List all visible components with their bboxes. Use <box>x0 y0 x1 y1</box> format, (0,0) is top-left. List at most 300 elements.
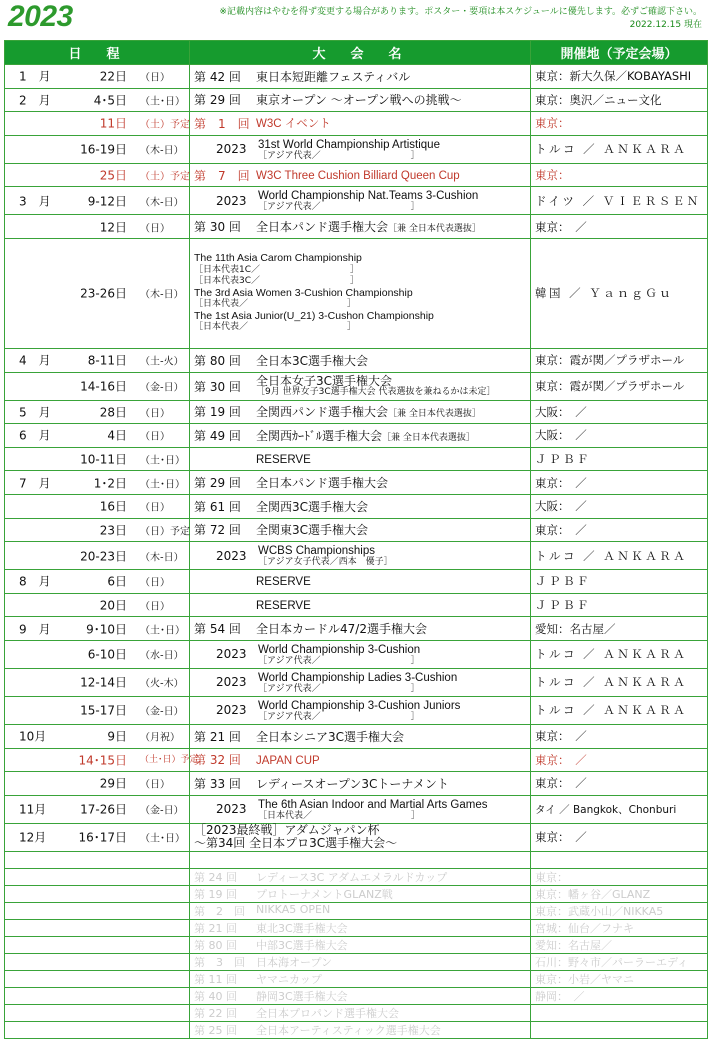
event-title: 全日本シニア3C選手権大会 <box>256 729 405 744</box>
event-title-box <box>258 189 478 212</box>
day-of-week: （木-日） <box>140 145 184 157</box>
event-name-cell <box>190 696 531 724</box>
edition-number: 2023 <box>216 142 247 157</box>
event-title-box <box>256 728 404 745</box>
event-title: World Championship 3-Cushion <box>258 643 421 656</box>
schedule-row <box>5 215 708 239</box>
venue-cell: 東京： ／ <box>531 823 708 851</box>
event-title-box <box>256 452 311 466</box>
inactive-venue-cell: 静岡： ／ <box>531 987 708 1004</box>
event-title: 中部3C選手権大会 <box>256 938 348 952</box>
event-name-cell <box>190 668 531 696</box>
venue-cell: 東京：新大久保／KOBAYASHI <box>531 65 708 89</box>
event-name-wrap <box>194 403 526 420</box>
event-name-wrap <box>194 474 526 491</box>
event-name-wrap <box>194 671 526 694</box>
event-date: 12日 <box>99 220 127 235</box>
empty-date-cell <box>5 919 190 936</box>
event-title: 全関西3C選手権大会 <box>256 499 369 514</box>
day-of-week: （火-木） <box>140 678 184 690</box>
edition-number: 第 7 回 <box>194 168 250 183</box>
event-name-wrap <box>194 167 526 184</box>
schedule-row <box>5 696 708 724</box>
day-of-week: （水-日） <box>140 650 184 662</box>
schedule-row <box>5 518 708 542</box>
schedule-row <box>5 542 708 570</box>
event-name-wrap <box>194 544 526 567</box>
day-of-week: （木-日） <box>140 289 184 301</box>
venue-cell: 東京： <box>531 163 708 187</box>
inactive-name-cell <box>190 970 531 987</box>
schedule-row <box>5 748 708 772</box>
edition-number: 2023 <box>216 647 247 662</box>
event-line: ［日本代表3C／ ］ <box>194 276 360 287</box>
venue-cell: 愛知：名古屋／ <box>531 617 708 641</box>
event-title: 全日本プロパンド選手権大会 <box>256 1006 399 1020</box>
edition-number: 第 30 回 <box>194 220 241 235</box>
empty-date-cell <box>5 987 190 1004</box>
event-name-wrap <box>194 574 526 588</box>
event-title: 全関西ｶｰﾄﾞﾙ選手権大会 <box>256 428 383 443</box>
date-cell <box>5 617 190 641</box>
event-title-box <box>256 115 331 131</box>
event-name-wrap <box>194 498 526 515</box>
event-title: 31st World Championship Artistique <box>258 138 440 151</box>
event-name-wrap <box>194 728 526 745</box>
date-cell <box>5 447 190 471</box>
event-date: 9-12日 <box>87 194 127 209</box>
venue-cell: 東京： ／ <box>531 772 708 796</box>
date-cell <box>5 593 190 617</box>
month: 3 月 <box>19 194 51 209</box>
event-name-wrap <box>194 751 526 768</box>
venue-cell: 東京： ／ <box>531 518 708 542</box>
event-date: 6日 <box>107 574 127 589</box>
event-date: 12-14日 <box>80 675 127 690</box>
edition-number: 第 49 回 <box>194 428 241 443</box>
day-of-week: （土･日） <box>140 625 185 637</box>
inactive-row <box>5 868 708 885</box>
event-name: ［2023最終戦］アダムジャパン杯 <box>194 823 380 838</box>
event-name-wrap <box>194 598 526 612</box>
event-date: 16日 <box>99 499 127 514</box>
inactive-row <box>5 953 708 970</box>
event-title: JAPAN CUP <box>256 754 320 767</box>
event-name-cell <box>190 640 531 668</box>
event-date: 8-11日 <box>87 353 127 368</box>
day-of-week: （日） <box>140 577 170 589</box>
date-cell <box>5 570 190 594</box>
event-title-box <box>256 218 481 235</box>
date-cell <box>5 400 190 424</box>
empty-date-cell <box>5 868 190 885</box>
event-title: 全日本アーティスティック選手権大会 <box>256 1023 441 1037</box>
schedule-row <box>5 823 708 851</box>
venue-cell: 大阪： ／ <box>531 494 708 518</box>
venue-cell: トルコ ／ ＡＮＫＡＲＡ <box>531 542 708 570</box>
edition-number: 第 33 回 <box>194 776 241 791</box>
event-name-wrap <box>194 138 526 161</box>
event-title: W3C Three Cushion Billiard Queen Cup <box>256 170 460 183</box>
event-name-wrap <box>194 798 526 821</box>
event-name-wrap <box>194 375 526 397</box>
event-title-box <box>256 375 495 397</box>
event-note: ［兼 全日本代表選抜］ <box>388 409 481 420</box>
event-name-cell <box>190 617 531 641</box>
event-title-box <box>258 699 460 722</box>
date-cell <box>5 187 190 215</box>
event-title: 全日本パンド選手権大会 <box>256 476 389 491</box>
inactive-name-wrap <box>194 869 526 885</box>
date-cell <box>5 471 190 495</box>
event-sub: ［アジア女子代表／西本 優子］ <box>258 557 393 568</box>
schedule-row <box>5 135 708 163</box>
venue-cell: トルコ ／ ＡＮＫＡＲＡ <box>531 640 708 668</box>
venue-cell: ＪＰＢＦ <box>531 570 708 594</box>
day-of-week: （月祝） <box>140 732 180 744</box>
day-of-week: （日） <box>140 601 170 613</box>
day-of-week: （土･日） <box>140 479 185 491</box>
event-line: ［日本代表／ ］ <box>194 299 357 310</box>
event-title: W3C イベント <box>256 118 331 131</box>
venue-cell: 東京： <box>531 112 708 136</box>
event-name-cell <box>190 494 531 518</box>
day-of-week: （金-日） <box>140 382 184 394</box>
venue-cell: タイ ／ Bangkok、Chonburi <box>531 795 708 823</box>
schedule-row <box>5 348 708 372</box>
day-of-week: （日） <box>140 408 170 420</box>
venue-cell: ドイツ ／ ＶＩＥＲＳＥＮ <box>531 187 708 215</box>
inactive-name-wrap <box>194 937 526 953</box>
date-cell <box>5 65 190 89</box>
edition-number: 第 40 回 <box>194 989 237 1003</box>
event-title-box <box>256 498 368 515</box>
schedule-table <box>4 40 708 1039</box>
month: 12月 <box>19 830 47 845</box>
venue-cell: 大阪： ／ <box>531 400 708 424</box>
date-cell <box>5 724 190 748</box>
month: 5 月 <box>19 405 51 420</box>
event-title: RESERVE <box>256 576 311 589</box>
venue-cell: 東京： ／ <box>531 471 708 495</box>
day-of-week: （木-日） <box>140 197 184 209</box>
inactive-name-wrap <box>194 971 526 987</box>
date-cell <box>5 748 199 772</box>
day-of-week: （日） <box>140 779 170 791</box>
inactive-row <box>5 902 708 919</box>
inactive-name-wrap <box>194 1005 526 1021</box>
venue-cell: 大阪： ／ <box>531 424 708 448</box>
schedule-row <box>5 668 708 696</box>
schedule-row <box>5 400 708 424</box>
inactive-name-cell <box>190 885 531 902</box>
empty-date-cell <box>5 902 190 919</box>
date-cell <box>5 348 190 372</box>
event-name-wrap <box>194 68 526 85</box>
event-note: ［兼 全日本代表選抜］ <box>388 224 481 235</box>
inactive-row <box>5 970 708 987</box>
event-name-cell <box>190 447 531 471</box>
day-of-week: （土-火） <box>140 356 184 368</box>
event-name-wrap <box>194 452 526 466</box>
empty-date-cell <box>5 936 190 953</box>
edition-number: 第 2 回 <box>194 904 245 918</box>
date-cell <box>5 238 190 348</box>
event-name-wrap <box>194 189 526 212</box>
edition-number: 第 32 回 <box>194 753 241 768</box>
event-name-wrap <box>194 115 526 132</box>
day-of-week: （土）予定 <box>140 171 190 183</box>
event-name-wrap <box>194 218 526 235</box>
event-title-box <box>258 544 393 567</box>
empty-date-cell <box>5 1021 190 1038</box>
event-title: 東北3C選手権大会 <box>256 921 348 935</box>
event-date: 14･15日 <box>78 753 127 768</box>
event-sub: ［アジア代表／ ］ <box>258 150 420 161</box>
event-title: World Championship Nat.Teams 3-Cushion <box>258 190 479 203</box>
event-date: 29日 <box>99 776 127 791</box>
inactive-name-cell <box>190 868 531 885</box>
event-title: NIKKA5 OPEN <box>256 902 331 916</box>
event-date: 25日 <box>99 168 127 183</box>
month: 11月 <box>19 802 47 817</box>
event-sub: ［アジア代表／ ］ <box>258 202 420 213</box>
spacer-cell <box>5 851 190 868</box>
event-line: The 11th Asia Carom Championship <box>194 252 362 265</box>
event-title: World Championship 3-Cushion Juniors <box>258 699 461 712</box>
date-cell <box>5 772 190 796</box>
event-title: 全日本3C選手権大会 <box>256 353 369 368</box>
date-cell <box>5 424 190 448</box>
event-title-box <box>256 427 475 444</box>
event-name-cell <box>190 724 531 748</box>
schedule-row <box>5 372 708 400</box>
event-line: The 3rd Asia Women 3-Cushion Championship <box>194 286 413 299</box>
notice-text: ※記載内容はやむを得ず変更する場合があります。ポスター・要項は本スケジュールに優先します。必ずご確認下さい。 <box>219 7 702 17</box>
schedule-row <box>5 65 708 89</box>
event-name-cell <box>190 112 531 136</box>
event-title: 全関西パンド選手権大会 <box>256 405 389 420</box>
day-of-week: （土･日）予定 <box>140 754 199 765</box>
schedule-row <box>5 772 708 796</box>
event-title-box <box>256 574 311 588</box>
event-title: ヤマニカップ <box>256 972 322 986</box>
event-date: 11日 <box>99 116 127 131</box>
event-line: ［日本代表1C／ ］ <box>194 264 360 275</box>
inactive-row <box>5 987 708 1004</box>
inactive-name-wrap <box>194 920 526 936</box>
event-date: 20日 <box>99 598 127 613</box>
venue-cell: トルコ ／ ＡＮＫＡＲＡ <box>531 668 708 696</box>
edition-number: 第 54 回 <box>194 622 241 637</box>
venue-cell: 東京：霞が関／プラザホール <box>531 372 708 400</box>
date-cell <box>5 372 190 400</box>
inactive-row <box>5 885 708 902</box>
date-cell <box>5 795 190 823</box>
inactive-row <box>5 1021 708 1038</box>
venue-cell: 韓国 ／ ＹａｎｇＧｕ <box>531 238 708 348</box>
edition-number: 第 21 回 <box>194 729 241 744</box>
empty-date-cell <box>5 970 190 987</box>
day-of-week: （日） <box>140 431 170 443</box>
inactive-events <box>5 851 708 1038</box>
event-title: プロトーナメントGLANZ戦 <box>256 887 393 901</box>
schedule-row <box>5 88 708 112</box>
month: 8 月 <box>19 574 51 589</box>
month: 4 月 <box>19 353 51 368</box>
edition-number: 2023 <box>216 548 247 563</box>
event-title-box <box>256 68 410 85</box>
inactive-name-cell <box>190 919 531 936</box>
event-note: ［兼 全日本代表選抜］ <box>382 432 475 443</box>
venue-cell: 東京：霞が関／プラザホール <box>531 348 708 372</box>
event-name-cell <box>190 795 531 823</box>
inactive-name-wrap <box>194 1022 526 1038</box>
schedule-row <box>5 187 708 215</box>
venue-cell: ＪＰＢＦ <box>531 593 708 617</box>
event-date: 28日 <box>99 405 127 420</box>
venue-cell: トルコ ／ ＡＮＫＡＲＡ <box>531 135 708 163</box>
event-name-wrap <box>194 352 526 369</box>
header-name: 大 会 名 <box>190 41 531 65</box>
event-name-cell <box>190 88 531 112</box>
spacer-row <box>5 851 708 868</box>
venue-cell: 東京： ／ <box>531 724 708 748</box>
date-cell <box>5 163 190 187</box>
edition-number: 第 72 回 <box>194 523 241 538</box>
event-line: The 1st Asia Junior(U_21) 3-Cushon Championship <box>194 309 434 322</box>
date-cell <box>5 112 190 136</box>
day-of-week: （土･日） <box>140 833 185 845</box>
spacer-cell <box>190 851 531 868</box>
event-title-box <box>258 671 457 694</box>
event-title: 東京オープン ～オープン戦への挑戦～ <box>256 93 462 108</box>
day-of-week: （木-日） <box>140 552 184 564</box>
day-of-week: （日） <box>140 502 170 514</box>
inactive-name-cell <box>190 902 531 919</box>
schedule-row <box>5 617 708 641</box>
edition-number: 第 24 回 <box>194 870 237 884</box>
date-cell <box>5 518 190 542</box>
event-date: 17-26日 <box>80 802 127 817</box>
event-name-cell <box>190 471 531 495</box>
event-name-wrap <box>194 91 526 108</box>
month: 1 月 <box>19 69 51 84</box>
edition-number: 第 19 回 <box>194 887 237 901</box>
date-cell <box>5 88 190 112</box>
event-name-cell <box>190 748 531 772</box>
notice <box>142 6 702 32</box>
month: 2 月 <box>19 93 51 108</box>
event-date: 10-11日 <box>80 452 127 467</box>
event-name-cell <box>190 593 531 617</box>
inactive-name-cell <box>190 987 531 1004</box>
schedule-row <box>5 471 708 495</box>
schedule-row <box>5 494 708 518</box>
empty-date-cell <box>5 953 190 970</box>
day-of-week: （日） <box>140 223 170 235</box>
edition-number: 第 22 回 <box>194 1006 237 1020</box>
inactive-row <box>5 1004 708 1021</box>
event-title: WCBS Championships <box>258 545 375 558</box>
inactive-venue-cell: 東京：幡ヶ谷／GLANZ <box>531 885 708 902</box>
event-name-cell <box>190 238 531 348</box>
event-name-block <box>194 250 526 337</box>
as-of-date: 2022.12.15 現在 <box>629 20 702 30</box>
event-name-cell <box>190 400 531 424</box>
day-of-week: （日） <box>140 72 170 84</box>
inactive-row <box>5 919 708 936</box>
inactive-name-cell <box>190 1004 531 1021</box>
inactive-venue-cell <box>531 1004 708 1021</box>
day-of-week: （金-日） <box>140 805 184 817</box>
event-title-box <box>258 138 440 161</box>
edition-number: 第 19 回 <box>194 405 241 420</box>
event-title: レディース3C アダムエメラルドカップ <box>256 870 448 884</box>
date-cell <box>5 668 190 696</box>
inactive-name-wrap <box>194 886 526 902</box>
inactive-venue-cell: 東京：武蔵小山／NIKKA5 <box>531 902 708 919</box>
venue-cell: トルコ ／ ＡＮＫＡＲＡ <box>531 696 708 724</box>
venue-cell: 東京：奥沢／ニュー文化 <box>531 88 708 112</box>
schedule-row <box>5 593 708 617</box>
event-date: 15-17日 <box>80 703 127 718</box>
year-title: 2023 <box>8 0 73 33</box>
event-title: RESERVE <box>256 454 311 467</box>
inactive-name-cell <box>190 936 531 953</box>
event-date: 9･10日 <box>86 622 127 637</box>
event-sub: ［アジア代表／ ］ <box>258 711 420 722</box>
event-title: 全日本パンド選手権大会 <box>256 220 389 235</box>
edition-number: 第 25 回 <box>194 1023 237 1037</box>
date-cell <box>5 215 190 239</box>
inactive-venue-cell: 愛知：名古屋／ <box>531 936 708 953</box>
day-of-week: （土･日） <box>140 455 185 467</box>
header-date: 日 程 <box>5 41 190 65</box>
inactive-venue-cell: 東京： <box>531 868 708 885</box>
event-title: 静岡3C選手権大会 <box>256 989 348 1003</box>
schedule-row <box>5 112 708 136</box>
edition-number: 第 29 回 <box>194 93 241 108</box>
schedule-row <box>5 724 708 748</box>
event-name-cell <box>190 542 531 570</box>
event-name-cell <box>190 372 531 400</box>
event-name-sub: ～第34回 全日本プロ3C選手権大会～ <box>194 836 398 851</box>
day-of-week: （土）予定 <box>140 119 190 131</box>
event-date: 6-10日 <box>87 647 127 662</box>
day-of-week: （金-日） <box>140 706 184 718</box>
event-name-cell <box>190 772 531 796</box>
schedule-row <box>5 238 708 348</box>
edition-number: 第 80 回 <box>194 353 241 368</box>
edition-number: 2023 <box>216 802 247 817</box>
empty-date-cell <box>5 885 190 902</box>
event-sub: ［日本代表／ ］ <box>258 810 421 821</box>
event-name-wrap <box>194 699 526 722</box>
event-name-cell <box>190 424 531 448</box>
month: 9 月 <box>19 622 51 637</box>
inactive-name-cell <box>190 1021 531 1038</box>
schedule-row <box>5 163 708 187</box>
event-title-box <box>256 753 320 767</box>
event-title-box <box>256 598 311 612</box>
schedule-body <box>5 65 708 852</box>
event-title-box <box>256 474 388 491</box>
empty-date-cell <box>5 1004 190 1021</box>
edition-number: 第 29 回 <box>194 476 241 491</box>
event-name-cell <box>190 215 531 239</box>
schedule-row <box>5 424 708 448</box>
